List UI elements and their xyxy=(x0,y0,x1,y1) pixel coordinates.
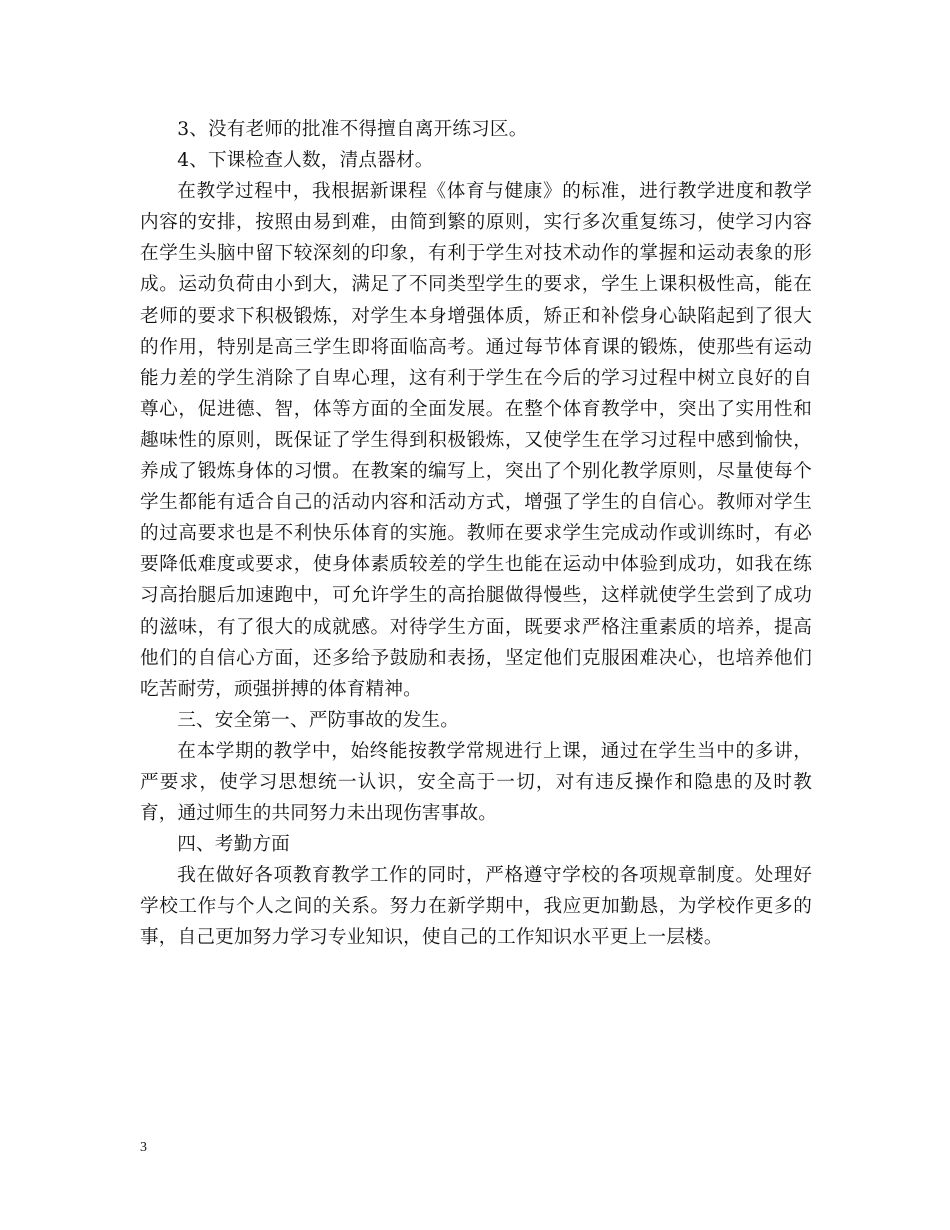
document-body xyxy=(140,114,812,954)
section-heading-attendance: 四、考勤方面 xyxy=(177,834,290,856)
section-heading-safety: 三、安全第一、严防事故的发生。 xyxy=(177,709,460,731)
rule-item-3: 3、没有老师的批准不得擅自离开练习区。 xyxy=(177,119,528,140)
teaching-process-paragraph: 在教学过程中，我根据新课程《体育与健康》的标准，进行教学进度和教学内容的安排，按照由易到难，由简到繁的原则，实行多次重复练习，使学习内容在学生头脑中留下较深刻的印象，有利于学生对技术动作的掌握和运动表象的形成。运动负荷由小到大，满足了不同类型学生的要求，学生上课积极性高，能在老师的要求下积极锻炼，对学生本身增强体质，矫正和补偿身心缺陷起到了很大的作用，特别是高三学生即将面临高考。通过每节体育课的锻炼，使那些有运动能力差的学生消除了自卑心理，这有利于学生在今后的学习过程中树立良好的自尊心，促进德、智，体等方面的全面发展。在整个体育教学中，突出了实用性和趣味性的原则，既保证了学生得到积极锻炼，又使学生在学习过程中感到愉快，养成了锻炼身体的习惯。在教案的编写上，突出了个别化教学原则，尽量使每个学生都能有适合自己的活动内容和活动方式，增强了学生的自信心。教师对学生的过高要求也是不利快乐体育的实施。教师在要求学生完成动作或训练时，有必要降低难度或要求，使身体素质较差的学生也能在运动中体验到成功，如我在练习高抬腿后加速跑中，可允许学生的高抬腿做得慢些，这样就使学生尝到了成功的滋味，有了很大的成就感。对待学生方面，既要求严格注重素质的培养，提高他们的自信心方面，还多给予鼓励和表扬，坚定他们克服困难决心，也培养他们吃苦耐劳，顽强拼搏的体育精神。 xyxy=(140,181,812,700)
page-number: 3 xyxy=(140,1140,147,1155)
safety-paragraph: 在本学期的教学中，始终能按教学常规进行上课，通过在学生当中的多讲，严要求，使学习思想统一认识，安全高于一切，对有违反操作和隐患的及时教育，通过师生的共同努力未出现伤害事故。 xyxy=(140,740,812,825)
attendance-paragraph: 我在做好各项教育教学工作的同时，严格遵守学校的各项规章制度。处理好学校工作与个人之间的关系。努力在新学期中，我应更加勤恳，为学校作更多的事，自己更加努力学习专业知识，使自己的工作知识水平更上一层楼。 xyxy=(140,865,812,949)
rule-item-4: 4、下课检查人数，清点器材。 xyxy=(177,150,434,172)
